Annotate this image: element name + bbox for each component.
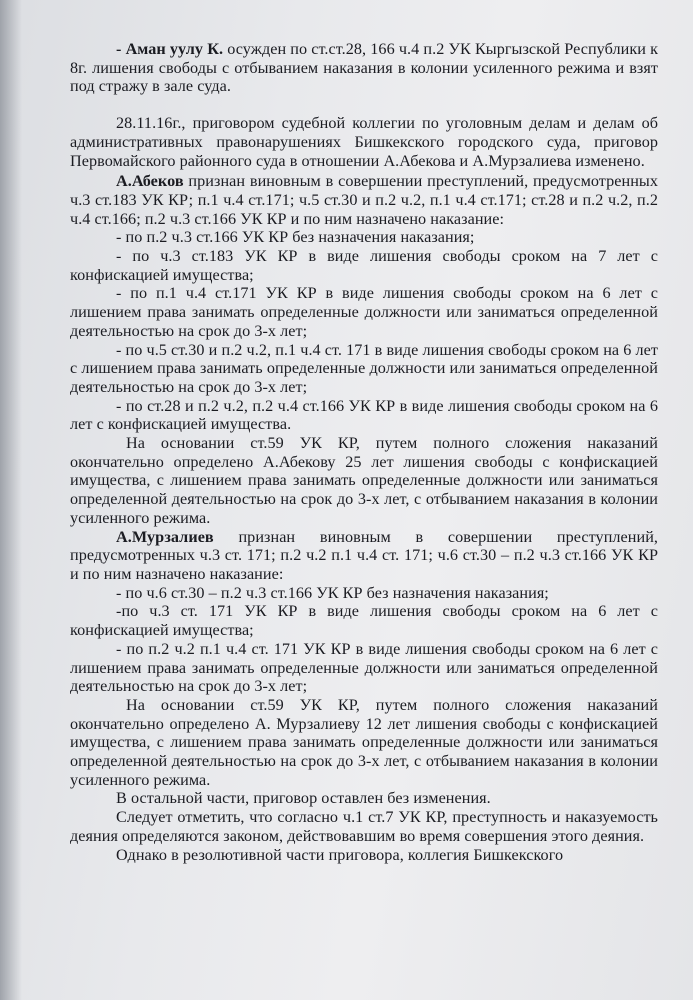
paragraph-text: На основании ст.59 УК КР, путем полного сложения наказаний окончательно определено А.Абекову 25 лет лишения свободы с конфискацией имущества, с лишением права занимать определенные должности или заниматься определенной деятельностью на срок до 3-х лет, с отбыванием наказания в колонии усиленного режима.	[70, 434, 658, 527]
paragraph-text: 28.11.16г., приговором судебной коллегии по уголовным делам и делам об административных правонарушениях Бишкекского городского суда, приговор Первомайского районного суда в отношении А.Абекова и А.Мурзалиева изменено.	[70, 114, 658, 170]
paragraph-text: В остальной части, приговор оставлен без изменения.	[116, 789, 491, 808]
paragraph-appeal-ruling	[70, 114, 658, 170]
paragraph-text: - по ч.6 ст.30 – п.2 ч.3 ст.166 УК КР без назначения наказания;	[116, 583, 549, 602]
defendant-name-abekov: А.Абеков	[116, 172, 184, 191]
paragraph-aman-uulu	[70, 40, 658, 96]
sentence-item	[70, 284, 658, 340]
paragraph-murzaliev-total	[70, 696, 658, 790]
page-edge-shadow	[0, 0, 22, 1000]
paragraph-abekov-verdict	[70, 172, 658, 228]
paragraph-text: осужден по ст.ст.28, 166 ч.4 п.2 УК Кыргызской Республики к 8г. лишения свободы с отбыванием наказания в колонии усиленного режима и взят под стражу в зале суда.	[70, 40, 658, 96]
sentence-item	[70, 640, 658, 696]
paragraph-text: Следует отметить, что согласно ч.1 ст.7 УК КР, преступность и наказуемость деяния определяются законом, действовавшим во время совершения этого деяния.	[70, 808, 658, 845]
sentence-item	[70, 397, 658, 434]
sentence-item	[70, 584, 658, 603]
paragraph-text: признан виновным в совершении преступлений, предусмотренных ч.3 ст.183 УК КР; п.1 ч.4 ст.171; ч.5 ст.30 и п.2 ч.2, п.1 ч.4 ст.171; ст.28 и п.2 ч.2, п.2 ч.4 ст.166; п.2 ч.3 ст.166 УК КР и по ним назначено наказание:	[70, 172, 658, 228]
paragraph-text: - по п.2 ч.3 ст.166 УК КР без назначения наказания;	[116, 228, 475, 247]
paragraph-text: признан виновным в совершении преступлений, предусмотренных ч.3 ст. 171; п.2 ч.2 п.1 ч.4 ст. 171; ч.6 ст.30 – п.2 ч.3 ст.166 УК КР и по ним назначено наказание:	[70, 527, 658, 583]
defendant-name-murzaliev: А.Мурзалиев	[116, 527, 214, 546]
paragraph-resolution-start	[70, 846, 658, 865]
sentence-item	[70, 247, 658, 284]
sentence-item	[70, 341, 658, 397]
paragraph-abekov-total	[70, 434, 658, 528]
paragraph-text: - по п.1 ч.4 ст.171 УК КР в виде лишения свободы сроком на 6 лет с лишением права занимать определенные должности или заниматься определенной деятельностью на срок до 3-х лет;	[70, 284, 658, 340]
paragraph-text: Однако в резолютивной части приговора, коллегия Бишкекского	[116, 845, 564, 864]
paragraph-text: - по ч.3 ст.183 УК КР в виде лишения свободы сроком на 7 лет с конфискацией имущества;	[70, 247, 658, 284]
paragraph-text: - по ч.5 ст.30 и п.2 ч.2, п.1 ч.4 ст. 171 в виде лишения свободы сроком на 6 лет с лишением права занимать определенные должности или заниматься определенной деятельностью на срок до 3-х лет;	[70, 340, 658, 396]
paragraph-murzaliev-verdict	[70, 528, 658, 584]
paragraph-text: - по п.2 ч.2 п.1 ч.4 ст. 171 УК КР в виде лишения свободы сроком на 6 лет с лишением права занимать определенные должности или заниматься определенной деятельностью на срок до 3-х лет;	[70, 639, 658, 696]
paragraph-rest-unchanged	[70, 789, 658, 808]
paragraph-text: - по ст.28 и п.2 ч.2, п.2 ч.4 ст.166 УК КР в виде лишения свободы сроком на 6 лет с конфискацией имущества.	[70, 396, 658, 434]
paragraph-note-article-7	[70, 808, 658, 845]
sentence-item	[70, 602, 658, 639]
document-body	[70, 40, 658, 864]
paragraph-text: -по ч.3 ст. 171 УК КР в виде лишения свободы сроком на 6 лет с конфискацией имущества;	[70, 602, 658, 640]
sentence-item	[70, 228, 658, 247]
defendant-name-aman-uulu: - Аман уулу К.	[116, 40, 224, 58]
paragraph-text: На основании ст.59 УК КР, путем полного сложения наказаний окончательно определено А. Мурзалиеву 12 лет лишения свободы с конфискацией имущества, с лишением права занимать определенные должности или заниматься определенной деятельностью на срок до 3-х лет, с отбыванием наказания в колонии усиленного режима.	[70, 695, 658, 789]
